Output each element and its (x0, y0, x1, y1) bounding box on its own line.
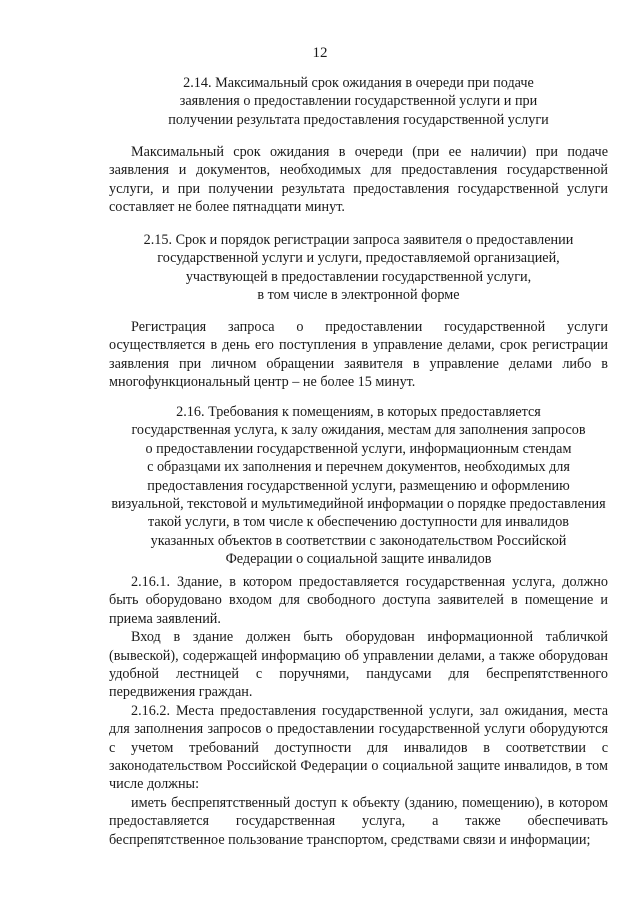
heading-line: 2.14. Максимальный срок ожидания в очереди при подаче (183, 75, 534, 91)
paragraph: 2.16.2. Места предоставления государственной услуги, зал ожидания, места для заполнения запросов о предоставлении государственной услуги оборудуются с учетом требований доступности для инвалидов в соответствии с законодательством Российской Федерации о социальной защите инвалидов, в том числе должны: (109, 702, 608, 793)
heading-line: государственная услуга, к залу ожидания, местам для заполнения запросов (131, 422, 586, 439)
heading-line: заявления о предоставлении государственной услуги и при (179, 93, 538, 110)
heading-line: указанных объектов в соответствии с законодательством Российской (150, 532, 567, 549)
heading-line: о предоставлении государственной услуги, информационным стендам (145, 440, 572, 457)
heading-2-16 (109, 403, 608, 569)
heading-line: с образцами их заполнения и перечнем документов, необходимых для (147, 459, 570, 476)
heading-line: государственной услуги и услуги, предоставляемой организацией, (157, 250, 560, 267)
section-2-16-body (109, 573, 608, 849)
page-number: 12 (312, 45, 328, 61)
heading-2-15 (109, 231, 608, 305)
paragraph: Максимальный срок ожидания в очереди (при ее наличии) при подаче заявления и документов, необходимых для предоставления государственной услуги, и при получении результата предоставления государственной услуги составляет не более пятнадцати минут. (109, 144, 608, 216)
heading-line: 2.16. Требования к помещениям, в которых предоставляется (176, 404, 541, 420)
section-2-15-body (109, 318, 608, 392)
paragraph: иметь беспрепятственный доступ к объекту (зданию, помещению), в котором предоставляется государственная услуга, а также обеспечивать беспрепятственное пользование транспортом, средствами связи и информации; (109, 794, 608, 848)
heading-line: предоставления государственной услуги, размещению и оформлению (147, 477, 570, 494)
heading-line: визуальной, текстовой и мультимедийной информации о порядке предоставления такой услуги, в том числе к обеспечению доступности для инвалидов (111, 496, 606, 531)
paragraph: 2.16.1. Здание, в котором предоставляется государственная услуга, должно быть оборудовано входом для свободного доступа заявителей в помещение и приема заявлений. (109, 574, 608, 627)
heading-line: участвующей в предоставлении государственной услуги, (185, 268, 532, 285)
paragraph: Вход в здание должен быть оборудован информационной табличкой (вывеской), содержащей информацию об управлении делами, а также оборудован удобной лестницей с поручнями, пандусами для беспрепятственного передвижения граждан. (109, 629, 608, 701)
heading-line: получении результата предоставления государственной услуги (168, 111, 549, 128)
paragraph: Регистрация запроса о предоставлении государственной услуги осуществляется в день его поступления в управление делами, срок регистрации заявления при личном обращении заявителя в управление делами либо в многофункциональный центр – не более 15 минут. (109, 319, 608, 391)
heading-line: в том числе в электронной форме (257, 287, 460, 304)
heading-line: 2.15. Срок и порядок регистрации запроса заявителя о предоставлении (143, 232, 574, 248)
heading-2-14 (109, 74, 608, 129)
section-2-14-body (109, 143, 608, 217)
heading-line: Федерации о социальной защите инвалидов (225, 551, 492, 568)
